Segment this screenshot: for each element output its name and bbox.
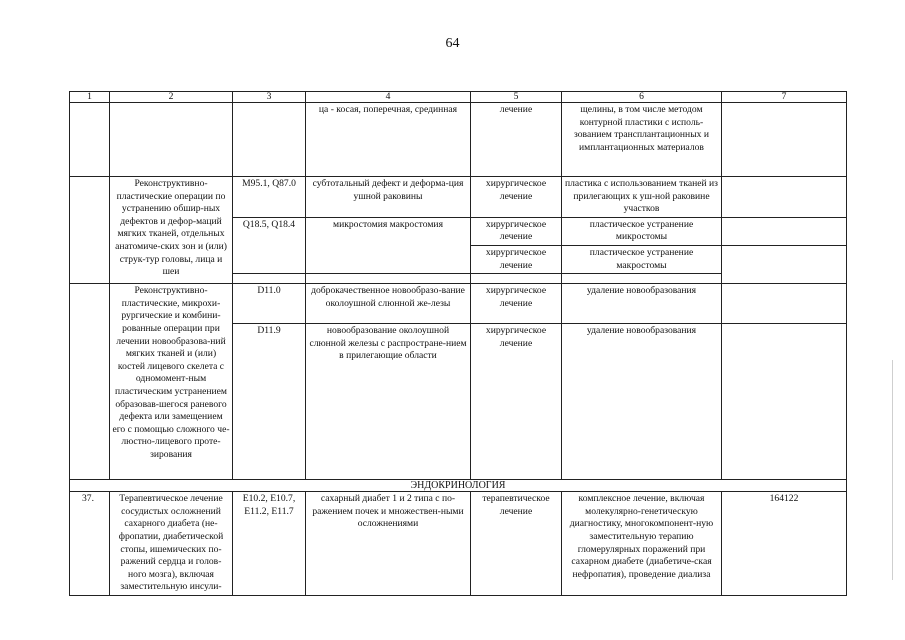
icd-code-cell: D11.0 <box>233 284 306 324</box>
row-number-cell: 37. <box>70 492 110 596</box>
icd-code-cell: D11.9 <box>233 324 306 480</box>
diagnosis-cell: ца - косая, поперечная, срединная <box>306 103 471 177</box>
icd-code-cell: E10.2, E10.7, E11.2, E11.7 <box>233 492 306 596</box>
cell-empty <box>722 324 847 480</box>
care-type-cell: Реконструктивно-пластические, микрохи-рургические и комбини-рованные операции при лечении новообразова-ний мягких тканей и (или) костей лицевого скелета с одномомент-ным пластическим устранением образовав-шегося раневого дефекта или замещением его с помощью сложного че-люстно-лицевого проте-зирования <box>110 284 233 480</box>
cell-empty <box>70 284 110 480</box>
medical-care-table <box>69 91 847 596</box>
treatment-type-cell: хирургическое лечение <box>471 284 562 324</box>
column-number-row <box>70 92 847 103</box>
column-number-4: 4 <box>306 92 471 103</box>
column-number-2: 2 <box>110 92 233 103</box>
diagnosis-cell: новообразование околоушной слюнной железы с распростране-нием в прилегающие области <box>306 324 471 480</box>
treatment-method-cell: пластика с использованием тканей из прилегающих к уш-ной раковине участков <box>562 177 722 218</box>
cell-empty <box>471 274 562 284</box>
cell-empty <box>306 274 471 284</box>
cell-empty <box>70 103 110 177</box>
treatment-type-cell: хирургическое лечение <box>471 217 562 245</box>
treatment-method-cell: удаление новообразования <box>562 284 722 324</box>
cell-empty <box>562 274 722 284</box>
cell-empty <box>722 177 847 218</box>
table-row <box>70 103 847 177</box>
cell-empty <box>233 274 306 284</box>
icd-code-cell: Q18.5, Q18.4 <box>233 217 306 273</box>
treatment-type-cell: терапевтическое лечение <box>471 492 562 596</box>
table-row <box>70 177 847 218</box>
icd-code-cell: M95.1, Q87.0 <box>233 177 306 218</box>
column-number-7: 7 <box>722 92 847 103</box>
treatment-type-cell: хирургическое лечение <box>471 177 562 218</box>
cell-empty <box>722 217 847 245</box>
care-type-cell: Терапевтическое лечение сосудистых осложнений сахарного диабета (не-фропатии, диабетической стопы, ишемических по-ражений сердца и голов-ного мозга), включая заместительную инсули- <box>110 492 233 596</box>
treatment-type-cell: хирургическое лечение <box>471 324 562 480</box>
diagnosis-cell: сахарный диабет 1 и 2 типа с по-ражением почек и множествен-ными осложнениями <box>306 492 471 596</box>
column-number-6: 6 <box>562 92 722 103</box>
table-row <box>70 284 847 324</box>
treatment-type-cell: лечение <box>471 103 562 177</box>
treatment-method-cell: комплексное лечение, включая молекулярно-генетическую диагностику, многокомпонент-ную заместительную терапию гломерулярных поражений при сахарном диабете (диабетиче-ская нефропатия), проведение диализа <box>562 492 722 596</box>
table-row <box>70 492 847 596</box>
cell-empty <box>110 103 233 177</box>
column-number-5: 5 <box>471 92 562 103</box>
cell-empty <box>722 103 847 177</box>
column-number-3: 3 <box>233 92 306 103</box>
column-number-1: 1 <box>70 92 110 103</box>
treatment-method-cell: удаление новообразования <box>562 324 722 480</box>
page-number: 64 <box>445 36 460 51</box>
cell-empty <box>70 177 110 284</box>
section-row <box>70 480 847 492</box>
treatment-method-cell: пластическое устранение микростомы <box>562 217 722 245</box>
cell-empty <box>233 103 306 177</box>
treatment-type-cell: хирургическое лечение <box>471 245 562 273</box>
cell-empty <box>722 284 847 324</box>
cell-empty <box>722 245 847 283</box>
scan-edge-mark <box>892 360 893 580</box>
diagnosis-cell: микростомия макростомия <box>306 217 471 273</box>
cost-cell: 164122 <box>722 492 847 596</box>
care-type-cell: Реконструктивно-пластические операции по устранению обшир-ных дефектов и дефор-маций мягких тканей, отдельных анатомиче-ских зон и (или) струк-тур головы, лица и шеи <box>110 177 233 284</box>
treatment-method-cell: щелины, в том числе методом контурной пластики с исполь-зованием трансплантационных и имплантационных материалов <box>562 103 722 177</box>
treatment-method-cell: пластическое устранение макростомы <box>562 245 722 273</box>
diagnosis-cell: доброкачественное новообразо-вание околоушной слюнной же-лезы <box>306 284 471 324</box>
section-title: ЭНДОКРИНОЛОГИЯ <box>70 480 847 492</box>
diagnosis-cell: субтотальный дефект и деформа-ция ушной раковины <box>306 177 471 218</box>
